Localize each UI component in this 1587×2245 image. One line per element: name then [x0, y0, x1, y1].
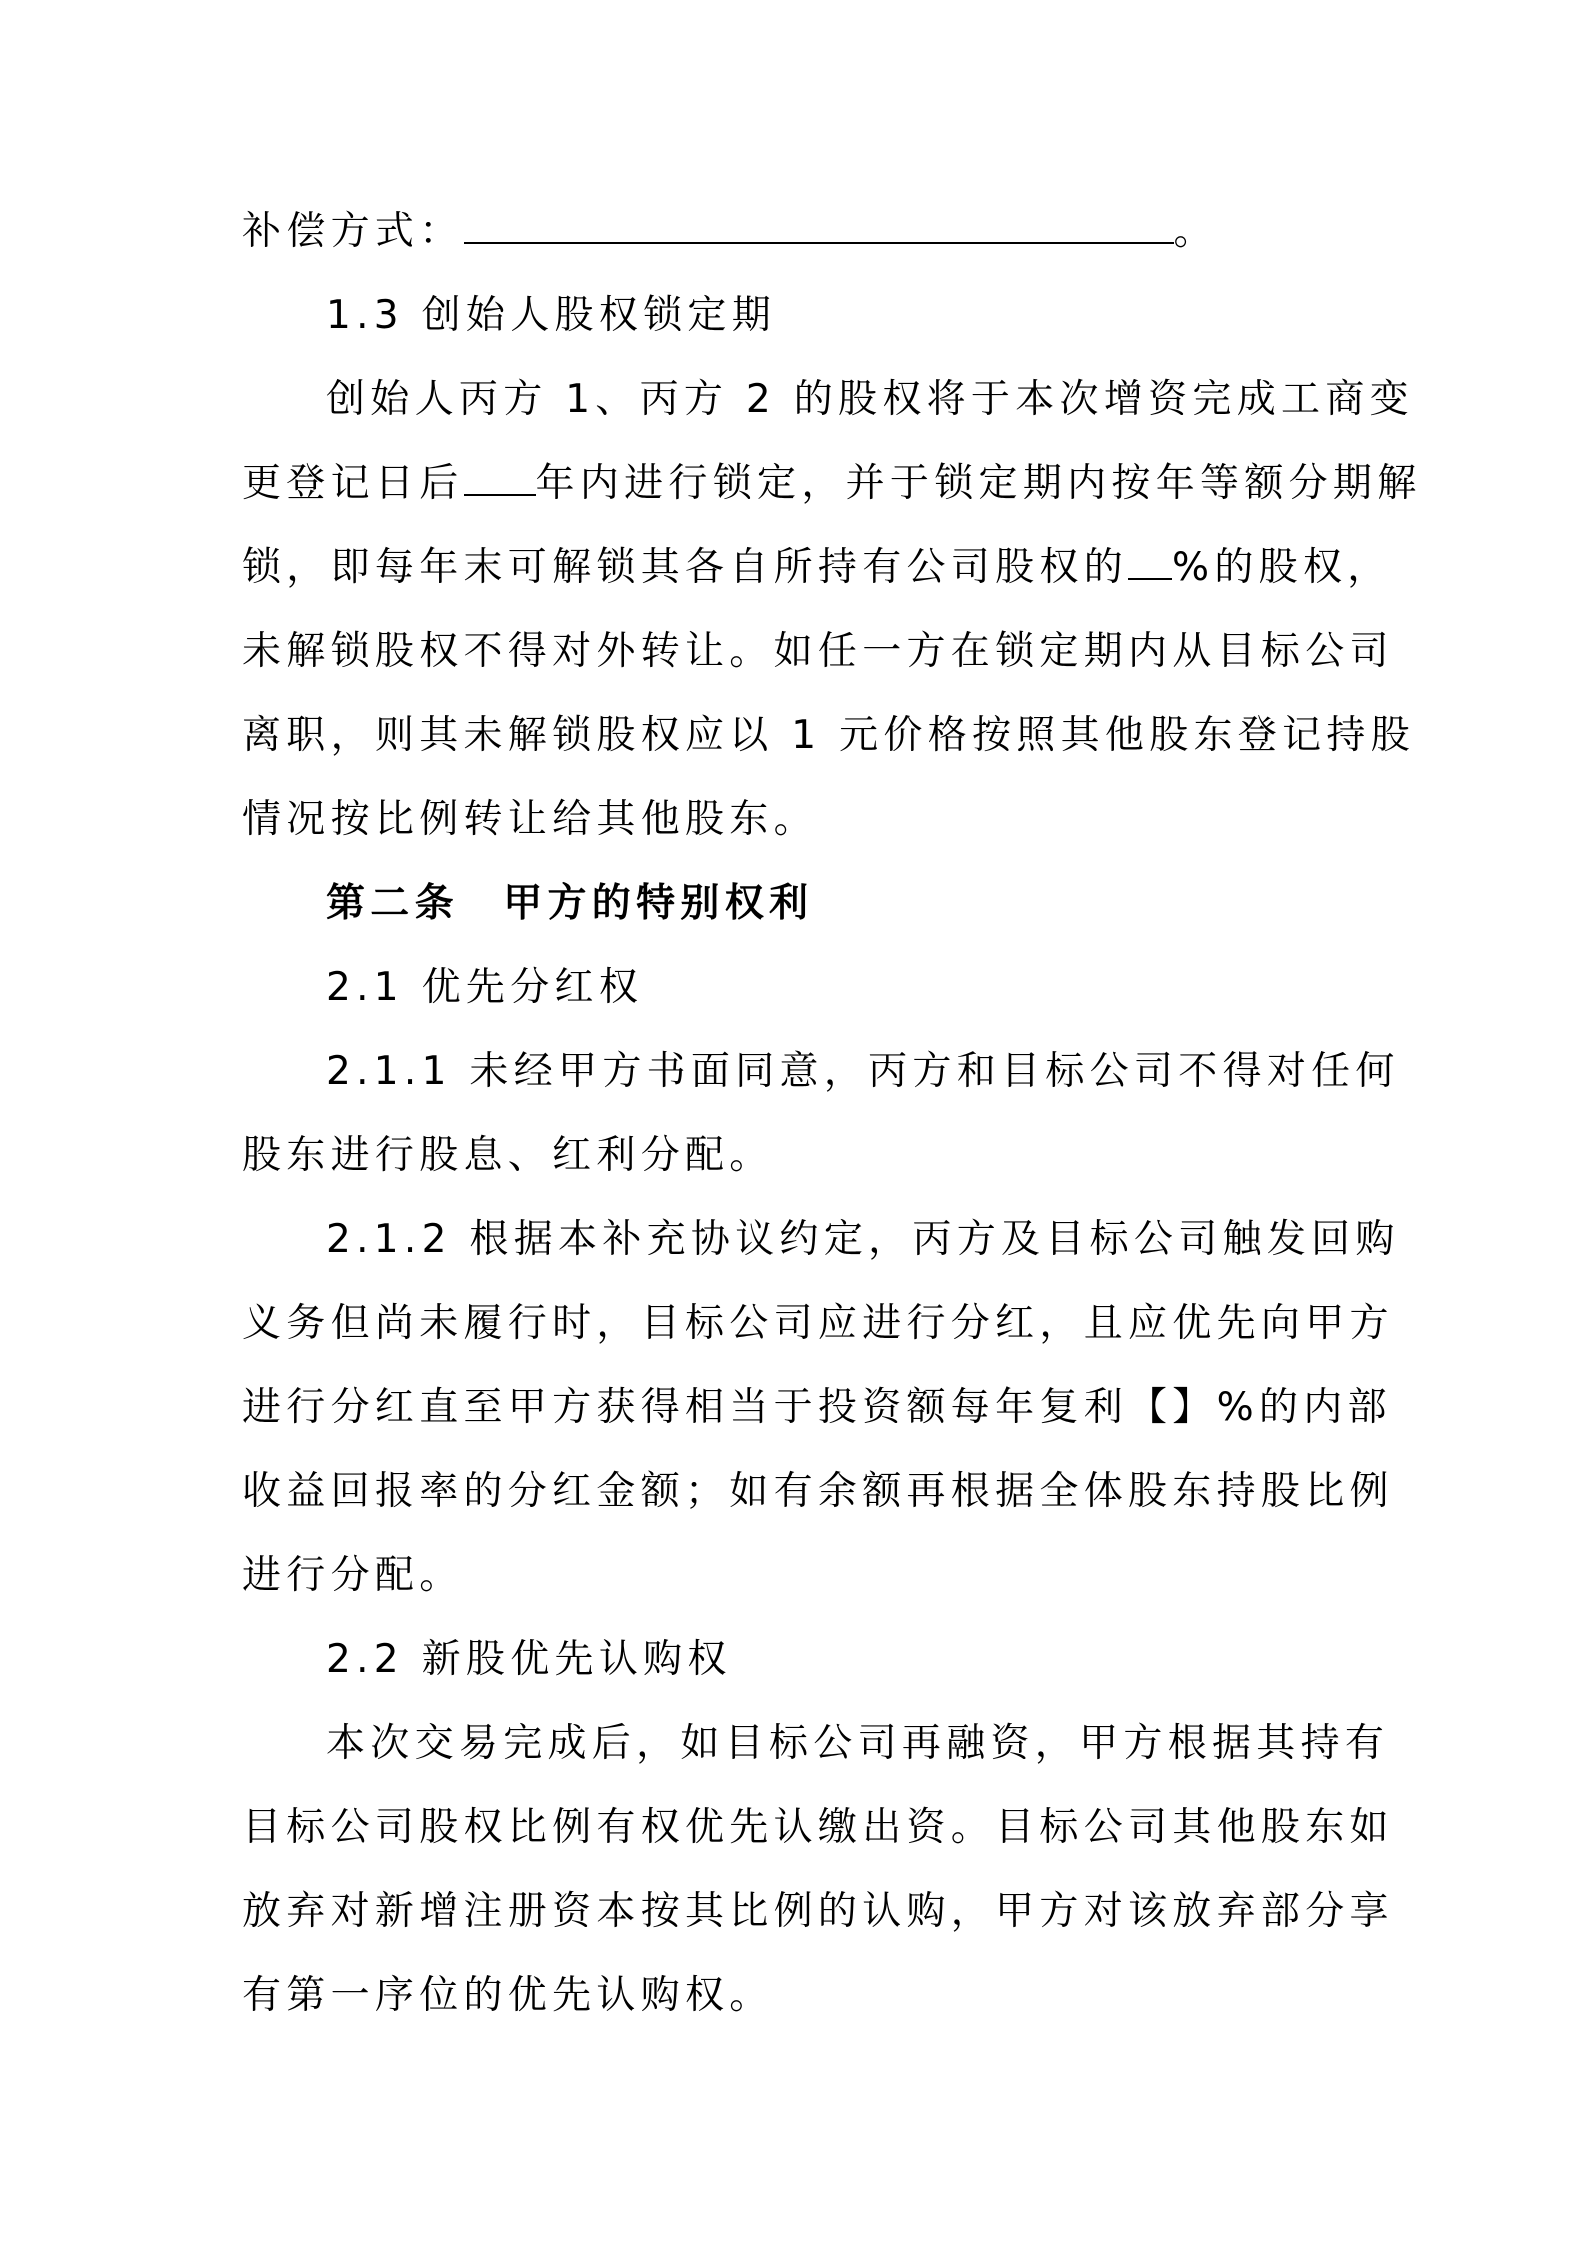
text-segment: 锁，即每年末可解锁其各自所持有公司股权的 — [242, 545, 1129, 590]
paragraph-line: 股东进行股息、红利分配。 — [242, 1133, 774, 1178]
paragraph-line: 未解锁股权不得对外转让。如任一方在锁定期内从目标公司 — [242, 629, 1394, 674]
paragraph-line: 放弃对新增注册资本按其比例的认购，甲方对该放弃部分享 — [242, 1889, 1394, 1934]
section-1-3-heading: 1.3 创始人股权锁定期 — [326, 293, 777, 338]
section-2-2-heading: 2.2 新股优先认购权 — [326, 1637, 732, 1682]
paragraph-line: 义务但尚未履行时，目标公司应进行分红，且应优先向甲方 — [242, 1301, 1394, 1346]
compensation-blank — [464, 210, 1174, 244]
text-segment: 年内进行锁定，并于锁定期内按年等额分期解 — [535, 461, 1422, 506]
text-segment: %的股权， — [1172, 545, 1392, 590]
compensation-line — [242, 190, 1362, 274]
paragraph-line: 本次交易完成后，如目标公司再融资，甲方根据其持有 — [326, 1721, 1390, 1766]
years-blank — [464, 462, 536, 496]
paragraph-line: 目标公司股权比例有权优先认缴出资。目标公司其他股东如 — [242, 1805, 1394, 1850]
compensation-label: 补偿方式： — [242, 209, 464, 254]
section-2-1-heading: 2.1 优先分红权 — [326, 965, 644, 1010]
text-segment: 更登记日后 — [242, 461, 464, 506]
paragraph-line: 2.1.2 根据本补充协议约定，丙方及目标公司触发回购 — [326, 1217, 1400, 1262]
compensation-end: 。 — [1173, 209, 1218, 254]
paragraph-line: 进行分配。 — [242, 1553, 464, 1598]
paragraph-line: 情况按比例转让给其他股东。 — [242, 797, 818, 842]
paragraph-line — [242, 442, 1422, 526]
paragraph-line: 2.1.1 未经甲方书面同意，丙方和目标公司不得对任何 — [326, 1049, 1400, 1094]
paragraph-line: 离职，则其未解锁股权应以 1 元价格按照其他股东登记持股 — [242, 713, 1416, 758]
document-body — [242, 190, 1422, 2038]
paragraph-line — [242, 526, 1392, 610]
paragraph-line: 创始人丙方 1、丙方 2 的股权将于本次增资完成工商变 — [326, 377, 1414, 422]
article-2-heading: 第二条 甲方的特别权利 — [326, 881, 814, 926]
paragraph-line: 收益回报率的分红金额；如有余额再根据全体股东持股比例 — [242, 1469, 1394, 1514]
paragraph-line: 进行分红直至甲方获得相当于投资额每年复利【】%的内部 — [242, 1385, 1392, 1430]
percent-blank — [1128, 546, 1172, 580]
paragraph-line: 有第一序位的优先认购权。 — [242, 1973, 774, 2018]
